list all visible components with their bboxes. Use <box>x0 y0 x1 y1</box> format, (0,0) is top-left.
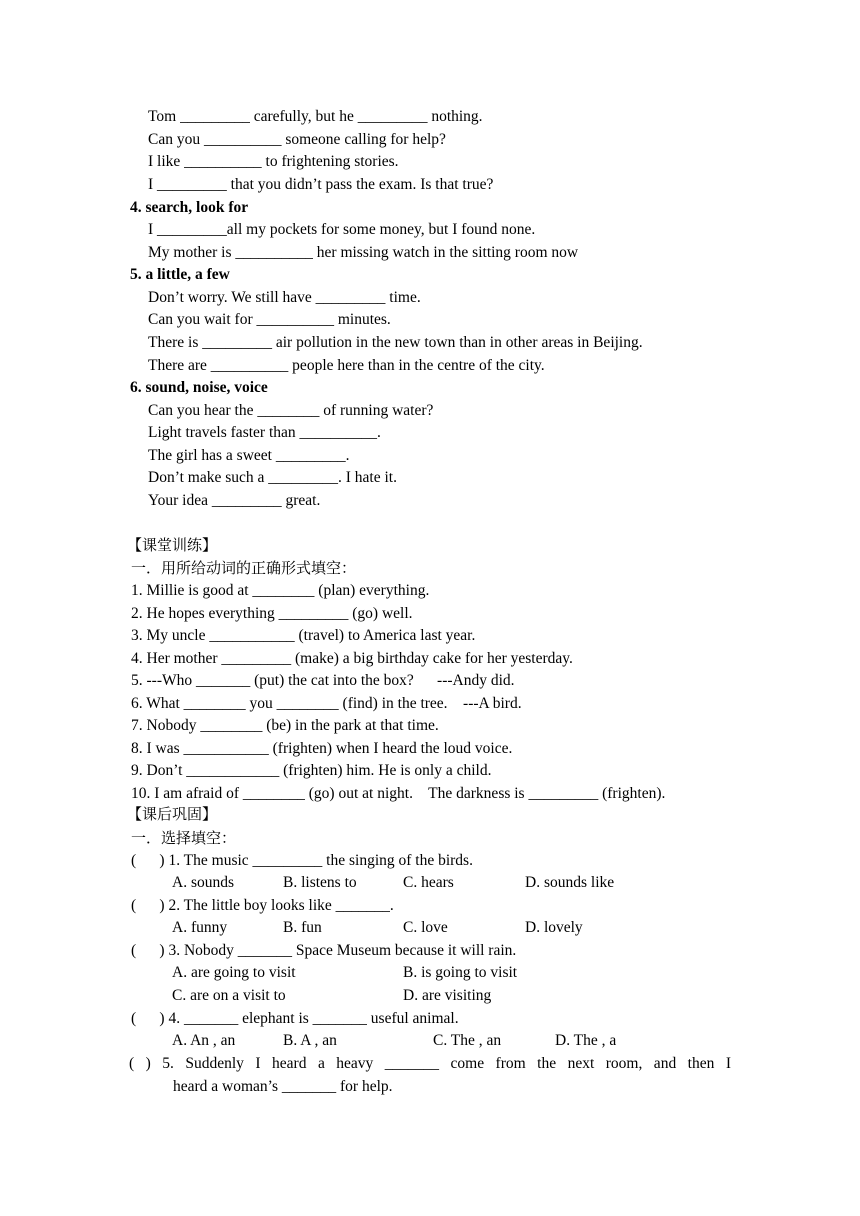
exercise-line: My mother is __________ her missing watch in the sitting room now <box>148 244 579 261</box>
section-heading-homework: 【课后巩固】 <box>127 805 218 823</box>
option-a: A. An , an <box>172 1032 236 1049</box>
exercise-item: 5. ---Who _______ (put) the cat into the box? ---Andy did. <box>131 672 515 689</box>
exercise-item: 2. He hopes everything _________ (go) well. <box>131 605 413 622</box>
option-c: C. love <box>403 919 448 936</box>
question-stem: ( ) 3. Nobody _______ Space Museum because it will rain. <box>131 942 517 959</box>
exercise-line: Can you __________ someone calling for help? <box>148 131 446 148</box>
group-title-5: 5. a little, a few <box>130 266 230 283</box>
option-d: D. The , a <box>555 1032 617 1049</box>
exercise-item: 4. Her mother _________ (make) a big birthday cake for her yesterday. <box>131 650 573 667</box>
section-heading-classwork: 【课堂训练】 <box>127 536 218 554</box>
question-stem: ( ) 1. The music _________ the singing of the birds. <box>131 852 473 869</box>
option-b: B. A , an <box>283 1032 337 1049</box>
section-instruction: 一．用所给动词的正确形式填空： <box>131 559 357 577</box>
exercise-item: 1. Millie is good at ________ (plan) everything. <box>131 582 430 599</box>
section-instruction: 一．选择填空： <box>131 829 237 847</box>
exercise-line: Don’t make such a _________. I hate it. <box>148 469 397 486</box>
exercise-item: 7. Nobody ________ (be) in the park at that time. <box>131 717 439 734</box>
exercise-line: I _________ that you didn’t pass the exam. Is that true? <box>148 176 494 193</box>
option-c: C. hears <box>403 874 454 891</box>
exercise-line: Your idea _________ great. <box>148 492 321 509</box>
option-d: D. are visiting <box>403 987 492 1004</box>
group-title-6: 6. sound, noise, voice <box>130 379 268 396</box>
exercise-item: 6. What ________ you ________ (find) in the tree. ---A bird. <box>131 695 522 712</box>
exercise-line: I like __________ to frightening stories. <box>148 153 399 170</box>
exercise-line: Can you hear the ________ of running water? <box>148 402 434 419</box>
option-b: B. is going to visit <box>403 964 518 981</box>
question-stem: ( ) 2. The little boy looks like _______. <box>131 897 394 914</box>
exercise-line: Light travels faster than __________. <box>148 424 381 441</box>
option-d: D. lovely <box>525 919 583 936</box>
option-a: A. funny <box>172 919 228 936</box>
group-title-4: 4. search, look for <box>130 199 249 216</box>
exercise-item: 9. Don’t ____________ (frighten) him. He is only a child. <box>131 762 492 779</box>
exercise-item: 3. My uncle ___________ (travel) to America last year. <box>131 627 476 644</box>
option-a: A. sounds <box>172 874 235 891</box>
option-a: A. are going to visit <box>172 964 296 981</box>
exercise-line: Don’t worry. We still have _________ time. <box>148 289 421 306</box>
option-d: D. sounds like <box>525 874 615 891</box>
exercise-line: I _________all my pockets for some money, but I found none. <box>148 221 536 238</box>
exercise-line: Tom _________ carefully, but he _________ nothing. <box>148 108 483 125</box>
exercise-item: 10. I am afraid of ________ (go) out at night. The darkness is _________ (frighten). <box>131 785 666 802</box>
option-b: B. listens to <box>283 874 357 891</box>
question-stem: ( ) 5. Suddenly I heard a heavy _______ come from the next room, and then I <box>129 1055 731 1072</box>
exercise-line: There is _________ air pollution in the new town than in other areas in Beijing. <box>148 334 643 351</box>
exercise-item: 8. I was ___________ (frighten) when I heard the loud voice. <box>131 740 513 757</box>
exercise-line: There are __________ people here than in the centre of the city. <box>148 357 545 374</box>
option-c: C. are on a visit to <box>172 987 286 1004</box>
option-c: C. The , an <box>433 1032 502 1049</box>
question-stem: ( ) 4. _______ elephant is _______ useful animal. <box>131 1010 459 1027</box>
question-stem-continued: heard a woman’s _______ for help. <box>173 1078 393 1095</box>
exercise-line: Can you wait for __________ minutes. <box>148 311 391 328</box>
exercise-line: The girl has a sweet _________. <box>148 447 350 464</box>
option-b: B. fun <box>283 919 322 936</box>
